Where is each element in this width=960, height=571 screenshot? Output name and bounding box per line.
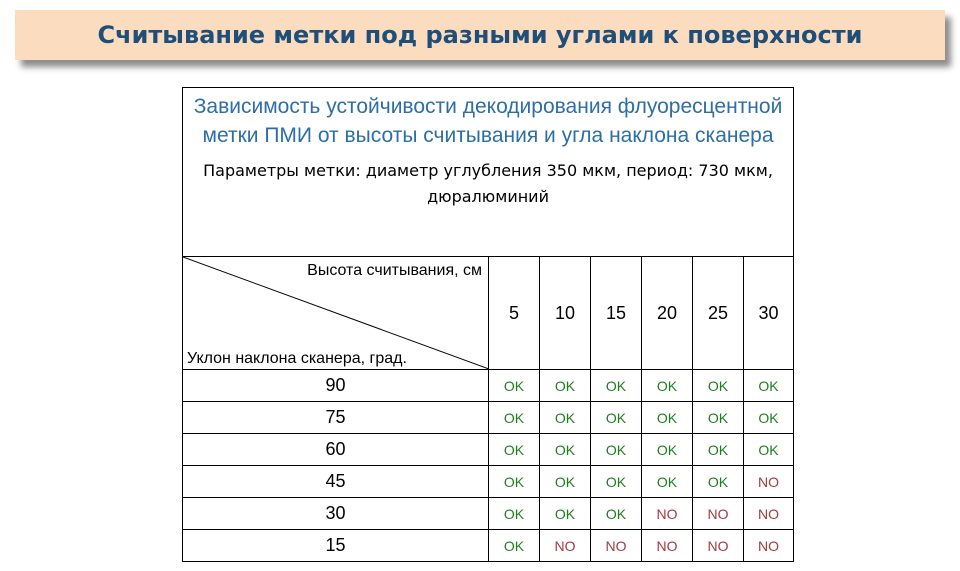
result-cell: OK [540,434,591,466]
height-header-cell: 15 [591,257,642,370]
angle-cell: 60 [183,434,489,466]
height-header-cell: 10 [540,257,591,370]
table-title-cell [183,88,794,257]
result-cell: NO [693,498,744,530]
corner-header-cell [183,257,489,370]
angle-cell: 15 [183,530,489,562]
result-cell: NO [642,530,693,562]
result-cell: OK [744,370,794,402]
result-cell: OK [642,370,693,402]
result-cell: OK [693,370,744,402]
result-cell: OK [489,434,540,466]
result-cell: OK [540,498,591,530]
result-cell: OK [591,370,642,402]
result-cell: OK [489,466,540,498]
table-row [183,434,794,466]
result-cell: OK [489,498,540,530]
result-cell: NO [642,498,693,530]
result-cell: NO [744,498,794,530]
table-row [183,370,794,402]
height-header-cell: 20 [642,257,693,370]
result-cell: NO [744,466,794,498]
result-cell: OK [693,402,744,434]
result-cell: OK [693,466,744,498]
table-subtitle: Параметры метки: диаметр углубления 350 мкм, период: 730 мкм, дюралюминий [203,161,773,206]
angle-cell: 75 [183,402,489,434]
title-banner [15,10,945,60]
height-header-cell: 5 [489,257,540,370]
result-cell: OK [591,466,642,498]
result-cell: NO [540,530,591,562]
result-cell: OK [540,466,591,498]
result-cell: NO [744,530,794,562]
result-cell: OK [693,434,744,466]
slide-title: Считывание метки под разными углами к поверхности [97,21,863,49]
table-row [183,498,794,530]
table-title: Зависимость устойчивости декодирования флуоресцентной метки ПМИ от высоты считывания и угла наклона сканера [193,95,783,147]
column-axis-label: Высота считывания, см [307,262,482,279]
table-row [183,466,794,498]
results-table [182,87,794,562]
result-cell: OK [642,466,693,498]
result-cell: OK [591,402,642,434]
row-axis-label: Уклон наклона сканера, град. [187,350,407,367]
result-cell: NO [693,530,744,562]
angle-cell: 30 [183,498,489,530]
table-row [183,530,794,562]
result-cell: OK [744,434,794,466]
result-cell: OK [540,402,591,434]
angle-cell: 45 [183,466,489,498]
height-header-cell: 30 [744,257,794,370]
result-cell: OK [744,402,794,434]
result-cell: OK [642,434,693,466]
angle-cell: 90 [183,370,489,402]
result-cell: NO [591,530,642,562]
height-header-cell: 25 [693,257,744,370]
result-cell: OK [489,402,540,434]
result-cell: OK [642,402,693,434]
table-row [183,402,794,434]
result-cell: OK [489,370,540,402]
result-cell: OK [591,498,642,530]
result-cell: OK [540,370,591,402]
result-cell: OK [591,434,642,466]
result-cell: OK [489,530,540,562]
